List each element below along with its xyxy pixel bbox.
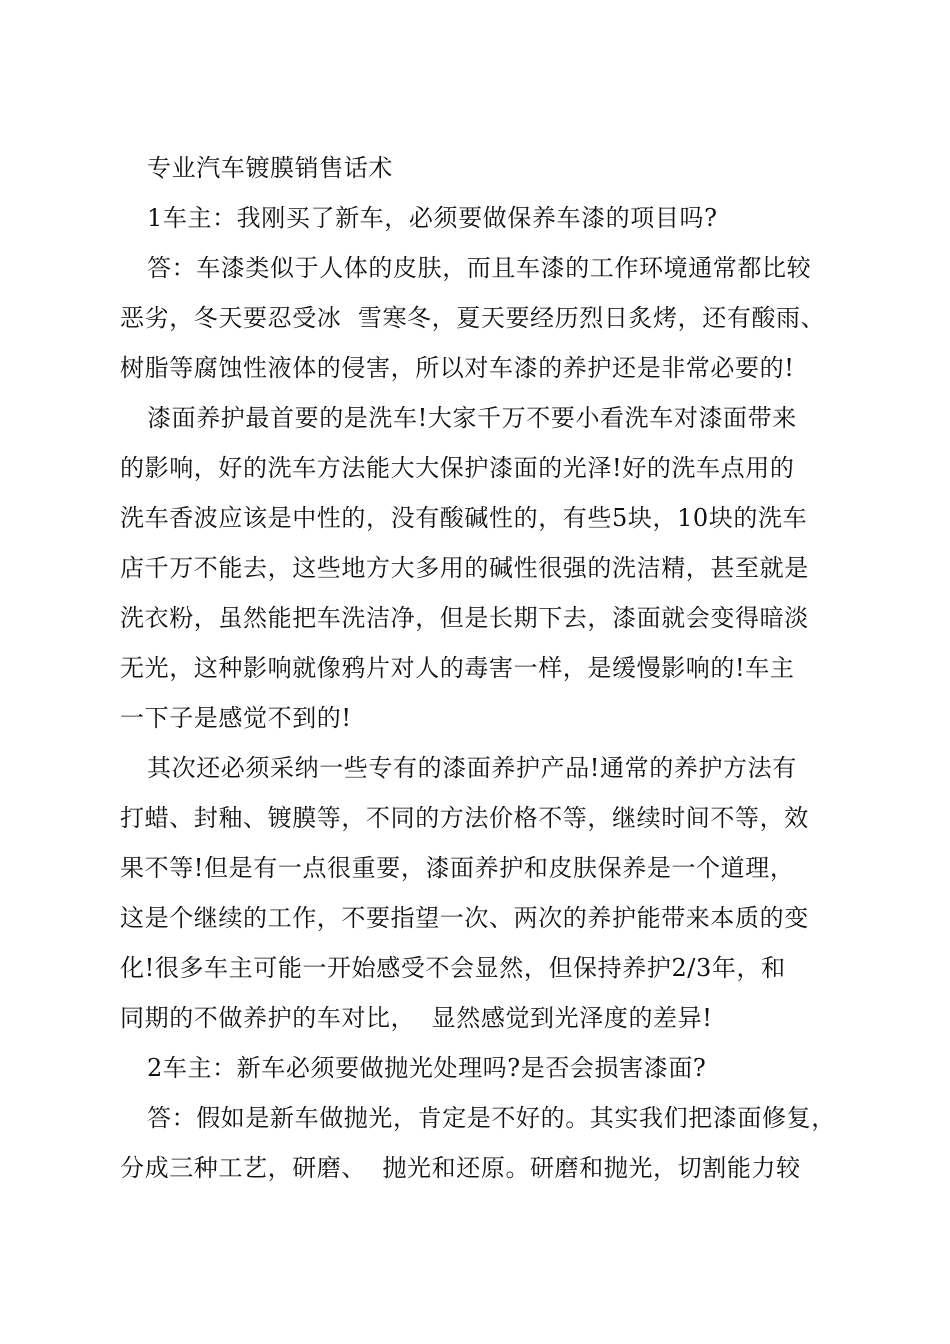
text-line: 化!很多车主可能一开始感受不会显然，但保持养护2/3年，和 [120,954,786,982]
question-2: 2车主：新车必须要做抛光处理吗?是否会损害漆面? [147,1054,707,1082]
text-line: 其次还必须采纳一些专有的漆面养护产品!通常的养护方法有 [147,754,797,782]
text-line: 漆面养护最首要的是洗车!大家千万不要小看洗车对漆面带来 [147,404,797,432]
text-line: 无光，这种影响就像鸦片对人的毒害一样，是缓慢影响的!车主 [120,654,795,682]
text-line: 打蜡、封釉、镀膜等，不同的方法价格不等，继续时间不等，效 [120,804,809,832]
text-line: 分成三种工艺，研磨、 抛光和还原。研磨和抛光，切割能力较 [120,1154,801,1182]
question-1: 1车主：我刚买了新车，必须要做保养车漆的项目吗? [147,204,718,232]
document-title: 专业汽车镀膜销售话术 [147,154,393,182]
text-line: 果不等!但是有一点很重要，漆面养护和皮肤保养是一个道理， [120,854,795,882]
text-line: 的影响，好的洗车方法能大大保护漆面的光泽!好的洗车点用的 [120,454,795,482]
text-line: 这是个继续的工作，不要指望一次、两次的养护能带来本质的变 [120,904,809,932]
text-line: 店千万不能去，这些地方大多用的碱性很强的洗洁精，甚至就是 [120,554,809,582]
text-line: 树脂等腐蚀性液体的侵害，所以对车漆的养护还是非常必要的! [120,354,795,382]
text-line: 答：车漆类似于人体的皮肤，而且车漆的工作环境通常都比较 [147,254,812,282]
text-line: 同期的不做养护的车对比， 显然感觉到光泽度的差异! [120,1004,713,1032]
text-line: 洗车香波应该是中性的，没有酸碱性的，有些5块，10块的洗车 [120,504,808,532]
text-line: 一下子是感觉不到的! [120,704,352,732]
text-line: 答：假如是新车做抛光，肯定是不好的。其实我们把漆面修复， [147,1104,836,1132]
text-line: 洗衣粉，虽然能把车洗洁净，但是长期下去，漆面就会变得暗淡 [120,604,809,632]
text-line: 恶劣，冬天要忍受冰 雪寒冬，夏天要经历烈日炙烤，还有酸雨、 [120,304,826,332]
